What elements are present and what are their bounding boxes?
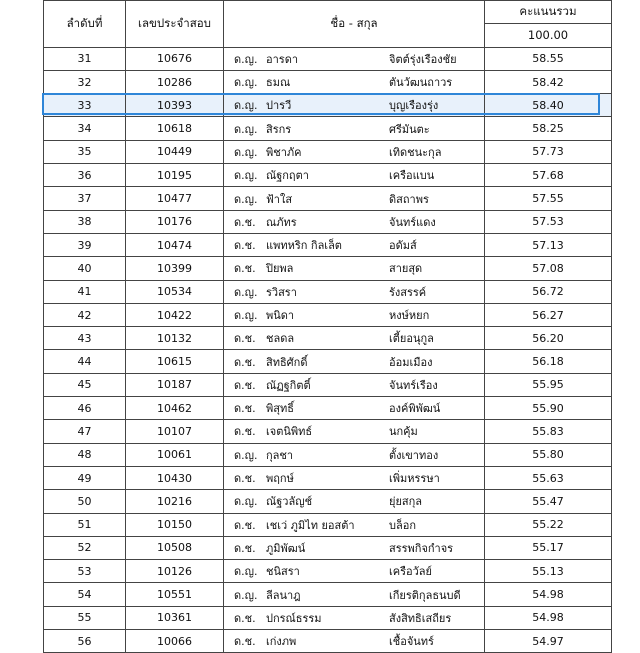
first-name: ปิยพล: [266, 262, 294, 276]
name-title: ด.ญ.: [234, 588, 258, 602]
rank-cell: 31: [44, 47, 126, 70]
score-cell: 58.42: [485, 70, 612, 93]
last-name: เพิ่มหรรษา: [389, 472, 440, 486]
name-title: ด.ญ.: [234, 99, 258, 113]
rank-cell: 44: [44, 350, 126, 373]
score-cell: 55.63: [485, 466, 612, 489]
name-header: ชื่อ - สกุล: [224, 1, 485, 48]
name-cell: [224, 94, 485, 117]
score-cell: 55.13: [485, 560, 612, 583]
score-cell: 57.53: [485, 210, 612, 233]
name-cell: [224, 70, 485, 93]
last-name: เกียรติกุลธนบดี: [389, 588, 461, 602]
first-name: ฟ้าใส: [266, 192, 293, 206]
rank-cell: 56: [44, 630, 126, 653]
last-name: เชื้อจันทร์: [389, 635, 434, 649]
name-title: ด.ญ.: [234, 52, 258, 66]
first-name: สิรกร: [266, 122, 292, 136]
last-name: เครือแบน: [389, 169, 435, 183]
score-cell: 58.40: [485, 94, 612, 117]
name-title: ด.ช.: [234, 332, 256, 346]
name-cell: [224, 327, 485, 350]
table-row[interactable]: [44, 373, 612, 396]
score-cell: 54.98: [485, 606, 612, 629]
name-cell: [224, 373, 485, 396]
last-name: เครือวัลย์: [389, 565, 432, 579]
name-title: ด.ช.: [234, 378, 256, 392]
last-name: จันทร์แดง: [389, 215, 436, 229]
exam-id-cell: 10422: [126, 303, 224, 326]
exam-id-cell: 10150: [126, 513, 224, 536]
total-score-header: คะแนนรวม: [485, 1, 612, 24]
score-cell: 55.22: [485, 513, 612, 536]
exam-id-cell: 10066: [126, 630, 224, 653]
table-row[interactable]: [44, 536, 612, 559]
score-cell: 57.13: [485, 233, 612, 256]
rank-cell: 37: [44, 187, 126, 210]
first-name: พฤกษ์: [266, 472, 294, 486]
exam-id-cell: 10216: [126, 490, 224, 513]
name-title: ด.ช.: [234, 472, 256, 486]
last-name: สังสิทธิเสถียร: [389, 611, 452, 625]
exam-id-cell: 10449: [126, 140, 224, 163]
rank-cell: 36: [44, 164, 126, 187]
score-cell: 57.55: [485, 187, 612, 210]
rank-cell: 34: [44, 117, 126, 140]
first-name: ณัฏฐกิตติ์: [266, 378, 311, 392]
last-name: บุญเรืองรุ่ง: [389, 99, 439, 113]
name-cell: [224, 583, 485, 606]
name-cell: [224, 490, 485, 513]
name-cell: [224, 280, 485, 303]
name-cell: [224, 420, 485, 443]
name-title: ด.ญ.: [234, 309, 258, 322]
score-cell: 55.80: [485, 443, 612, 466]
rank-cell: 55: [44, 606, 126, 629]
table-row[interactable]: [44, 466, 612, 489]
name-cell: [224, 443, 485, 466]
name-title: ด.ช.: [234, 518, 256, 532]
rank-cell: 38: [44, 210, 126, 233]
rank-cell: 49: [44, 466, 126, 489]
rank-cell: 54: [44, 583, 126, 606]
first-name: กุลชา: [266, 448, 294, 462]
exam-id-cell: 10107: [126, 420, 224, 443]
last-name: ยุ่ยสกุล: [389, 495, 423, 509]
first-name: พิสุทธิ์: [266, 402, 294, 416]
exam-id-cell: 10361: [126, 606, 224, 629]
score-cell: 56.20: [485, 327, 612, 350]
score-cell: 56.27: [485, 303, 612, 326]
exam-id-cell: 10286: [126, 70, 224, 93]
last-name: ตันวัฒนถาวร: [389, 76, 453, 90]
name-title: ด.ญ.: [234, 448, 258, 462]
exam-id-cell: 10477: [126, 187, 224, 210]
score-cell: 57.08: [485, 257, 612, 280]
name-title: ด.ญ.: [234, 565, 258, 579]
score-cell: 57.68: [485, 164, 612, 187]
last-name: ดิสถาพร: [389, 192, 429, 206]
name-cell: [224, 536, 485, 559]
table-row[interactable]: [44, 164, 612, 187]
table-row[interactable]: [44, 490, 612, 513]
score-cell: 58.25: [485, 117, 612, 140]
first-name: ภูมิพัฒน์: [266, 541, 306, 555]
last-name: เตี้ยอนุกูล: [389, 332, 434, 346]
exam-id-cell: 10534: [126, 280, 224, 303]
name-cell: [224, 606, 485, 629]
name-title: ด.ช.: [234, 541, 256, 555]
first-name: เชเว่ ภูมิไท ยอสต้า: [266, 518, 355, 532]
table-row[interactable]: [44, 583, 612, 606]
name-cell: [224, 187, 485, 210]
table-row[interactable]: [44, 513, 612, 536]
exam-id-cell: 10393: [126, 94, 224, 117]
first-name: ณัฐกฤตา: [266, 169, 309, 183]
score-cell: 56.72: [485, 280, 612, 303]
first-name: พนิดา: [266, 309, 295, 322]
first-name: เจตนิพิทธ์: [266, 425, 313, 439]
first-name: อารดา: [266, 52, 299, 66]
last-name: สายสุด: [389, 262, 423, 276]
score-sheet: [43, 0, 611, 653]
rank-cell: 32: [44, 70, 126, 93]
rank-cell: 45: [44, 373, 126, 396]
exam-id-cell: 10399: [126, 257, 224, 280]
rank-cell: 35: [44, 140, 126, 163]
table-row[interactable]: [44, 327, 612, 350]
table-row[interactable]: [44, 257, 612, 280]
name-cell: [224, 303, 485, 326]
name-title: ด.ช.: [234, 402, 256, 416]
first-name: ณัฐวลัญช์: [266, 495, 313, 509]
first-name: เก่งภพ: [266, 635, 297, 649]
name-title: ด.ช.: [234, 635, 256, 649]
table-row[interactable]: [44, 47, 612, 70]
last-name: จันทร์เรือง: [389, 378, 438, 392]
name-cell: [224, 140, 485, 163]
exam-id-cell: 10676: [126, 47, 224, 70]
score-cell: 58.55: [485, 47, 612, 70]
last-name: ตั้งเขาทอง: [389, 448, 439, 462]
last-name: รังสรรค์: [389, 285, 427, 299]
score-cell: 56.18: [485, 350, 612, 373]
table-row[interactable]: [44, 187, 612, 210]
first-name: ชนิสรา: [266, 565, 300, 579]
table-row[interactable]: [44, 303, 612, 326]
first-name: รวิสรา: [266, 285, 297, 299]
score-cell: 55.95: [485, 373, 612, 396]
rank-cell: 39: [44, 233, 126, 256]
table-row[interactable]: [44, 443, 612, 466]
score-cell: 54.98: [485, 583, 612, 606]
name-title: ด.ช.: [234, 239, 256, 253]
name-title: ด.ช.: [234, 215, 256, 229]
table-header: [44, 1, 612, 48]
first-name: ลีลนาฎ: [266, 588, 301, 602]
exam-id-cell: 10195: [126, 164, 224, 187]
table-body: [44, 47, 612, 653]
table-row[interactable]: [44, 606, 612, 629]
rank-cell: 33: [44, 94, 126, 117]
name-cell: [224, 164, 485, 187]
score-cell: 54.97: [485, 630, 612, 653]
table-row[interactable]: [44, 70, 612, 93]
last-name: หงษ์หยก: [389, 309, 430, 322]
max-score-header: 100.00: [485, 24, 612, 47]
exam-id-cell: 10187: [126, 373, 224, 396]
score-cell: 55.17: [485, 536, 612, 559]
rank-header: ลำดับที่: [44, 1, 126, 48]
rank-cell: 50: [44, 490, 126, 513]
last-name: สรรพกิจกำจร: [389, 541, 454, 555]
table-row[interactable]: [44, 630, 612, 653]
rank-cell: 40: [44, 257, 126, 280]
exam-id-cell: 10462: [126, 397, 224, 420]
first-name: ณภัทร: [266, 215, 297, 229]
first-name: แพทหริก กิลเล็ต: [266, 239, 342, 253]
name-title: ด.ช.: [234, 262, 256, 276]
rank-cell: 43: [44, 327, 126, 350]
table-row[interactable]: [44, 94, 612, 117]
score-table: [43, 0, 612, 653]
exam-id-cell: 10061: [126, 443, 224, 466]
name-title: ด.ญ.: [234, 122, 258, 136]
name-cell: [224, 47, 485, 70]
score-cell: 55.90: [485, 397, 612, 420]
rank-cell: 42: [44, 303, 126, 326]
name-cell: [224, 117, 485, 140]
name-cell: [224, 210, 485, 233]
name-title: ด.ช.: [234, 355, 256, 369]
score-cell: 55.47: [485, 490, 612, 513]
first-name: ปารวี: [266, 99, 292, 113]
name-title: ด.ญ.: [234, 192, 258, 206]
exam-id-cell: 10615: [126, 350, 224, 373]
name-cell: [224, 350, 485, 373]
name-cell: [224, 397, 485, 420]
rank-cell: 41: [44, 280, 126, 303]
name-cell: [224, 466, 485, 489]
table-row[interactable]: [44, 560, 612, 583]
name-cell: [224, 233, 485, 256]
table-row[interactable]: [44, 140, 612, 163]
table-row[interactable]: [44, 210, 612, 233]
exam-id-cell: 10132: [126, 327, 224, 350]
rank-cell: 51: [44, 513, 126, 536]
first-name: ปกรณ์ธรรม: [266, 611, 322, 625]
table-row[interactable]: [44, 397, 612, 420]
last-name: เทิดชนะกุล: [389, 145, 442, 159]
table-row[interactable]: [44, 280, 612, 303]
name-title: ด.ญ.: [234, 169, 258, 183]
first-name: พิชาภัค: [266, 145, 302, 159]
name-cell: [224, 513, 485, 536]
last-name: บล็อก: [389, 518, 416, 532]
name-title: ด.ญ.: [234, 495, 258, 509]
name-cell: [224, 257, 485, 280]
exam-id-cell: 10126: [126, 560, 224, 583]
name-cell: [224, 560, 485, 583]
exam-id-cell: 10430: [126, 466, 224, 489]
last-name: จิตต์รุ่งเรืองชัย: [389, 52, 457, 66]
first-name: ธมณ: [266, 76, 291, 90]
rank-cell: 47: [44, 420, 126, 443]
last-name: อดัมส์: [389, 239, 417, 253]
rank-cell: 48: [44, 443, 126, 466]
name-title: ด.ช.: [234, 611, 256, 625]
table-row[interactable]: [44, 117, 612, 140]
first-name: ชลดล: [266, 332, 295, 346]
exam-id-cell: 10508: [126, 536, 224, 559]
table-row[interactable]: [44, 233, 612, 256]
score-cell: 55.83: [485, 420, 612, 443]
rank-cell: 52: [44, 536, 126, 559]
name-title: ด.ช.: [234, 425, 256, 439]
name-cell: [224, 630, 485, 653]
score-cell: 57.73: [485, 140, 612, 163]
rank-cell: 46: [44, 397, 126, 420]
last-name: นกคุ้ม: [389, 425, 418, 439]
exam-id-cell: 10551: [126, 583, 224, 606]
exam-id-cell: 10176: [126, 210, 224, 233]
exam-id-header: เลขประจำสอบ: [126, 1, 224, 48]
rank-cell: 53: [44, 560, 126, 583]
table-row[interactable]: [44, 420, 612, 443]
exam-id-cell: 10618: [126, 117, 224, 140]
first-name: สิทธิศักดิ์: [266, 355, 308, 369]
last-name: ศรีมันตะ: [389, 122, 430, 136]
name-title: ด.ญ.: [234, 145, 258, 159]
last-name: อ้อมเมือง: [389, 355, 433, 369]
last-name: องค์พิพัฒน์: [389, 402, 441, 416]
table-row[interactable]: [44, 350, 612, 373]
name-title: ด.ญ.: [234, 76, 258, 90]
exam-id-cell: 10474: [126, 233, 224, 256]
name-title: ด.ญ.: [234, 285, 258, 299]
